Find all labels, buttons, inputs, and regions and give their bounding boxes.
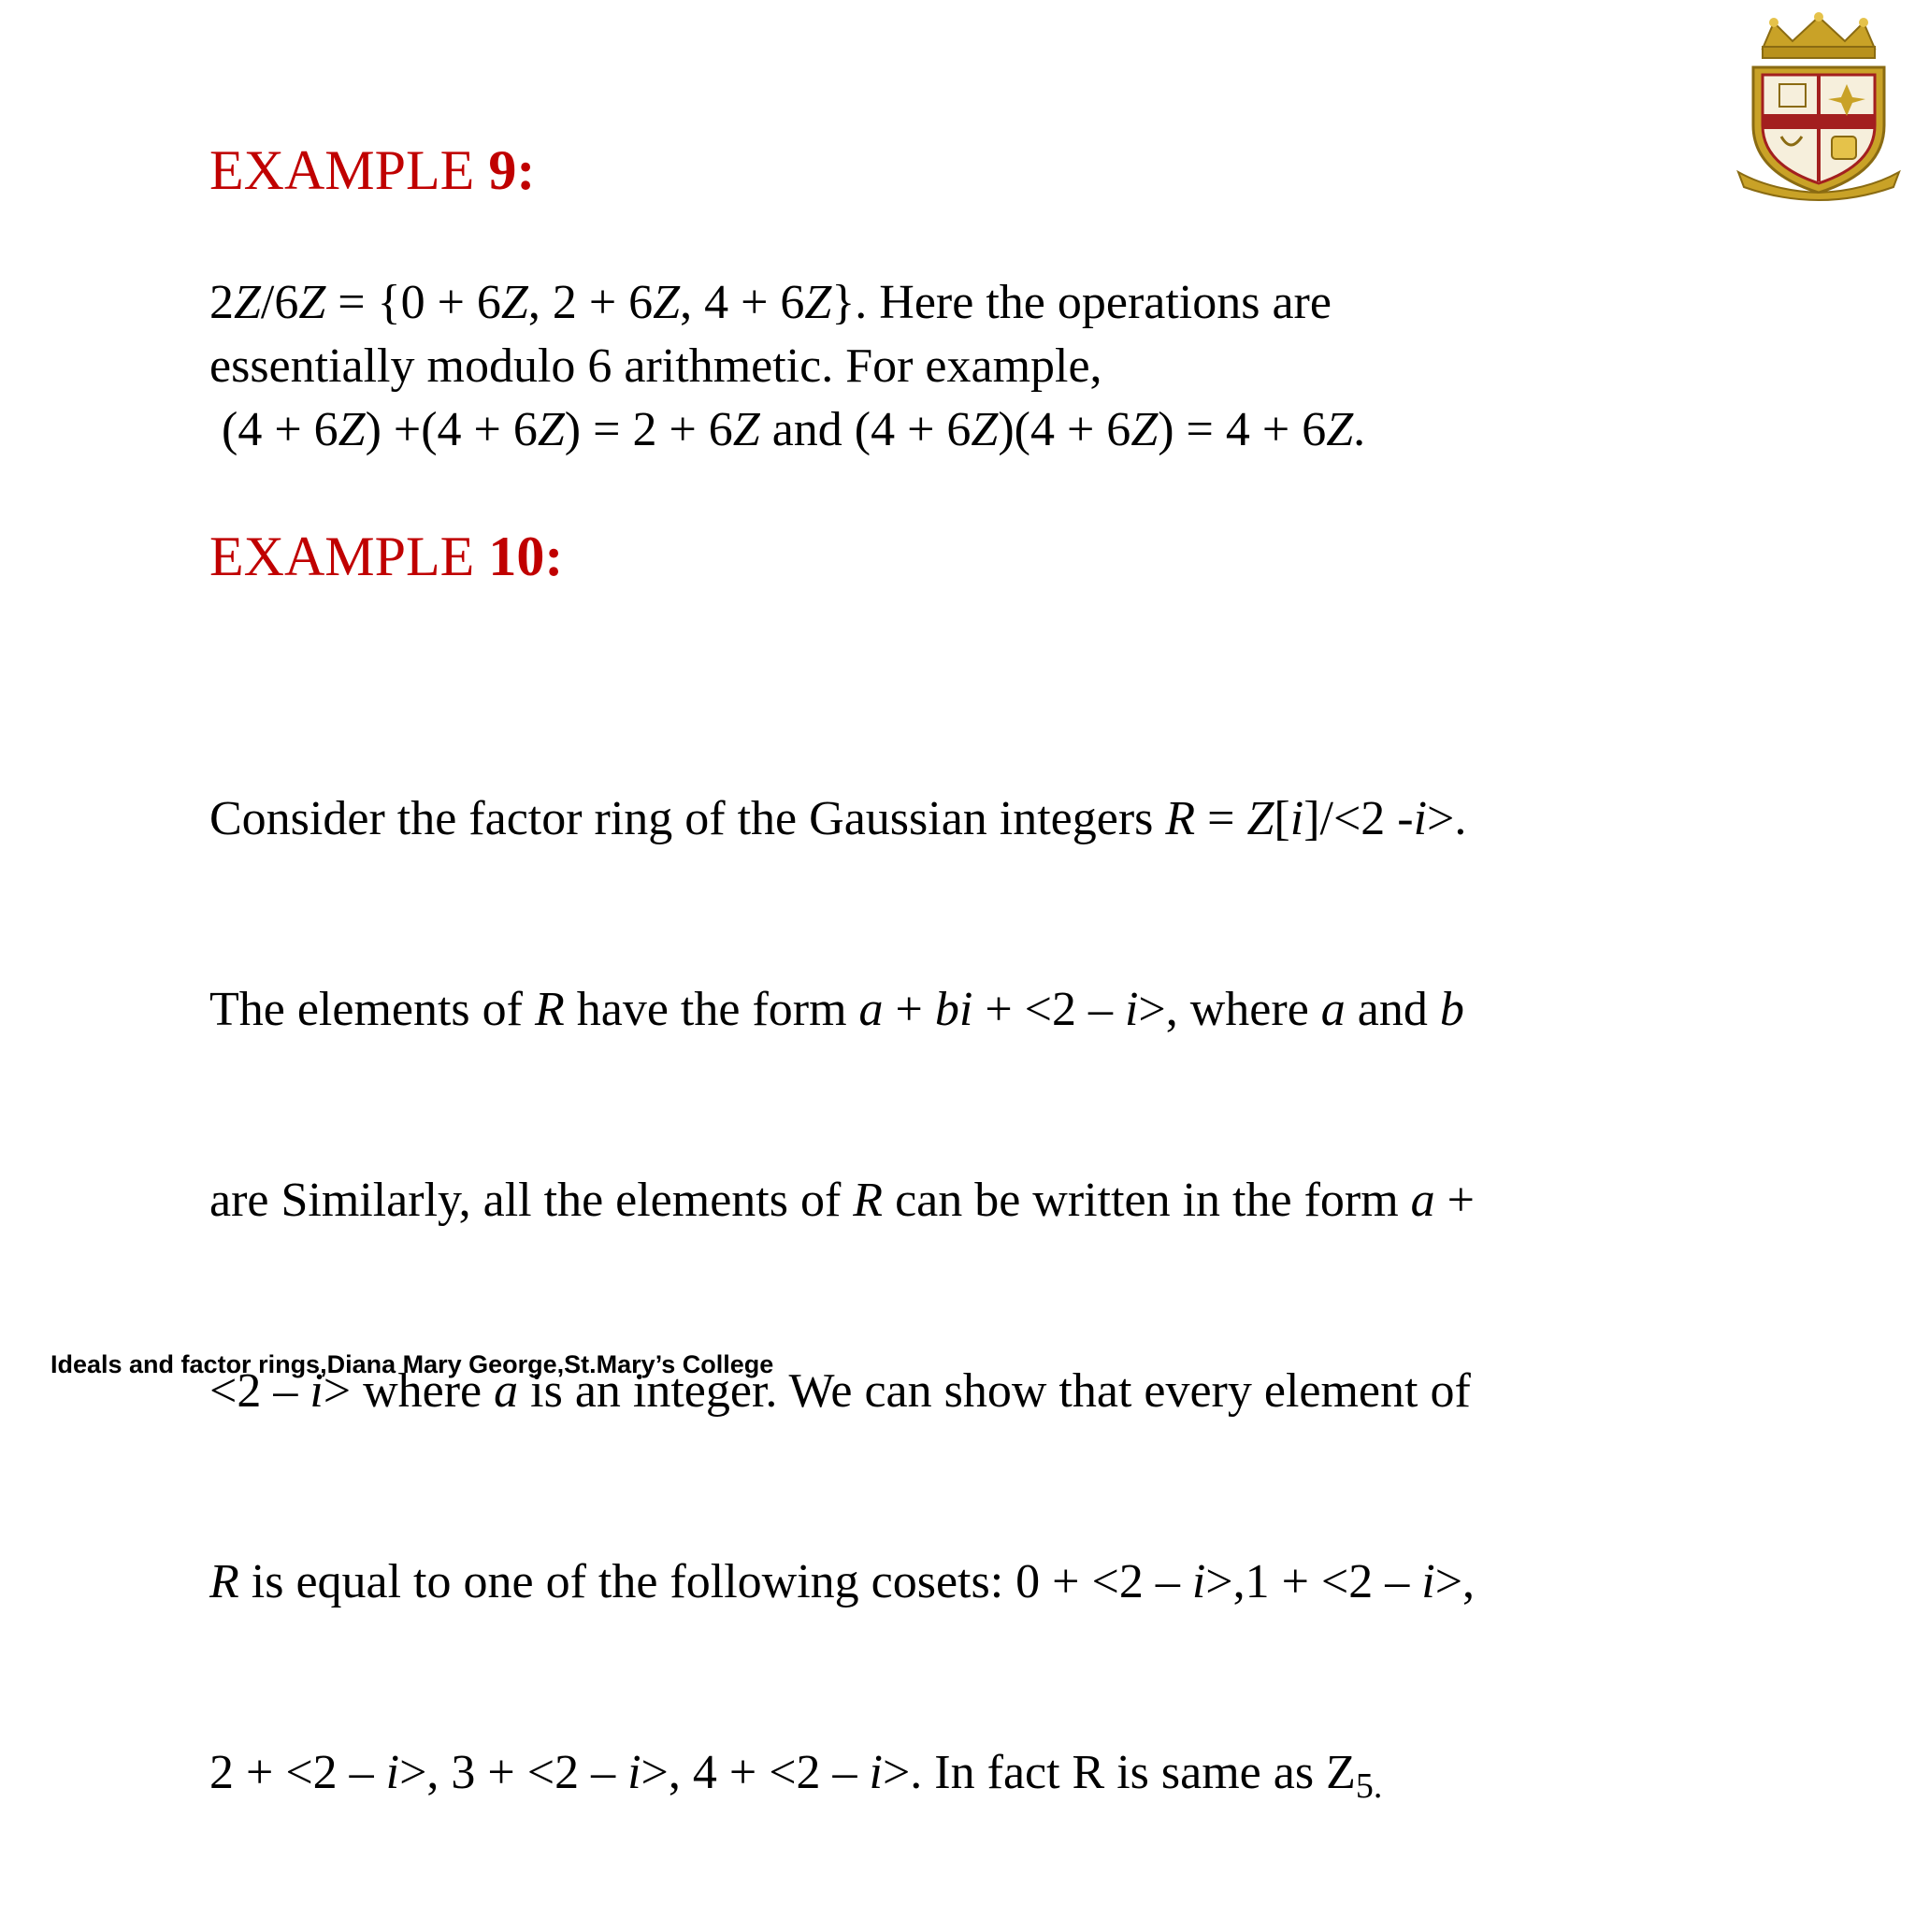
math-var: i [1421, 1555, 1435, 1608]
math-var: Z [298, 276, 326, 329]
example-10-heading-prefix: EXAMPLE [209, 526, 489, 587]
text-run: , 2 + 6 [527, 276, 654, 329]
text-run: 2 + <2 – [209, 1746, 386, 1799]
math-var: Z [1326, 403, 1354, 456]
text-run: ) +(4 + 6 [365, 403, 538, 456]
text-run: >,1 + <2 – [1205, 1555, 1422, 1608]
math-var: R [534, 983, 565, 1036]
text-run: + [1434, 1174, 1475, 1227]
example-10-line-3 [209, 1169, 1475, 1233]
example-10-line-1 [209, 787, 1475, 851]
text-run: + [883, 983, 935, 1036]
example-9-line-1 [209, 271, 1365, 335]
text-run: , 4 + 6 [680, 276, 805, 329]
math-var: i [1191, 1555, 1206, 1608]
text-run: and [1345, 983, 1440, 1036]
text-run: )(4 + 6 [998, 403, 1131, 456]
text-run: have the form [564, 983, 859, 1036]
text-run: and (4 + 6 [759, 403, 972, 456]
text-run: >, 3 + <2 – [399, 1746, 628, 1799]
math-var: Z [500, 276, 528, 329]
text-run: ) = 4 + 6 [1158, 403, 1327, 456]
text-run: Consider the factor ring of the Gaussian integers [209, 792, 1166, 845]
example-9-heading [209, 139, 536, 201]
text-run: >, [1434, 1555, 1476, 1608]
text-run: ]/<2 - [1303, 792, 1414, 845]
text-run: }. Here the operations are [831, 276, 1332, 329]
text-run: >, 4 + <2 – [641, 1746, 870, 1799]
text-run: ) = 2 + 6 [564, 403, 733, 456]
text-run: is an integer. We can show that every element of [518, 1364, 1471, 1418]
example-10-line-6 [209, 1741, 1475, 1805]
text-run: >. In fact R is same as Z [882, 1746, 1356, 1799]
text-run: 2 [209, 276, 234, 329]
text-run: [ [1274, 792, 1290, 845]
text-run: are Similarly, all the elements of [209, 1174, 854, 1227]
text-run: is equal to one of the following cosets: 0 + <2 – [238, 1555, 1192, 1608]
math-var: R [1165, 792, 1196, 845]
text-run: > where [323, 1364, 495, 1418]
example-10-heading [209, 526, 564, 587]
text-run: The elements of [209, 983, 535, 1036]
text-run: can be written in the form [883, 1174, 1411, 1227]
math-var: b [1439, 983, 1464, 1036]
math-var: Z [653, 276, 681, 329]
math-var: i [1413, 792, 1428, 845]
text-run: (4 + 6 [209, 403, 338, 456]
math-var: a [1320, 983, 1346, 1036]
footer-credit: Ideals and factor rings,Diana Mary George,St.Mary’s College [50, 1350, 774, 1378]
math-var: R [209, 1555, 239, 1608]
math-var: i [385, 1746, 400, 1799]
text-run: + <2 – [972, 983, 1125, 1036]
math-var: Z [338, 403, 366, 456]
math-var: R [853, 1174, 884, 1227]
math-var: Z [1246, 792, 1274, 845]
math-var: Z [1130, 403, 1159, 456]
math-var: bi [934, 983, 973, 1036]
math-var: i [1289, 792, 1304, 845]
subscript: 5. [1355, 1766, 1383, 1806]
example-10-heading-number: 10: [488, 526, 564, 587]
college-crest-icon [1735, 13, 1903, 200]
math-var: Z [971, 403, 999, 456]
text-run: >. [1427, 792, 1467, 845]
text-run: >, where [1138, 983, 1321, 1036]
text-run: = {0 + 6 [325, 276, 501, 329]
math-var: Z [804, 276, 832, 329]
text-run: <2 – [209, 1364, 310, 1418]
math-var: Z [732, 403, 760, 456]
text-run: . [1353, 403, 1366, 456]
math-var: Z [537, 403, 565, 456]
text-run: = [1195, 792, 1247, 845]
math-var: a [494, 1364, 519, 1418]
example-9-heading-number: 9: [488, 139, 536, 201]
math-var: i [1124, 983, 1139, 1036]
math-var: i [869, 1746, 883, 1799]
math-var: i [627, 1746, 641, 1799]
example-10-line-5 [209, 1550, 1475, 1614]
example-9-line-2: essentially modulo 6 arithmetic. For example, [209, 339, 1102, 393]
math-var: Z [234, 276, 261, 329]
math-var: a [858, 983, 884, 1036]
example-9-line-3 [209, 398, 1365, 462]
math-var: i [310, 1364, 324, 1418]
math-var: a [1410, 1174, 1435, 1227]
example-10-line-2 [209, 978, 1475, 1042]
text-run: /6 [260, 276, 299, 329]
example-9-text [209, 271, 1365, 462]
example-9-heading-prefix: EXAMPLE [209, 139, 489, 201]
example-10-text [209, 660, 1475, 1932]
